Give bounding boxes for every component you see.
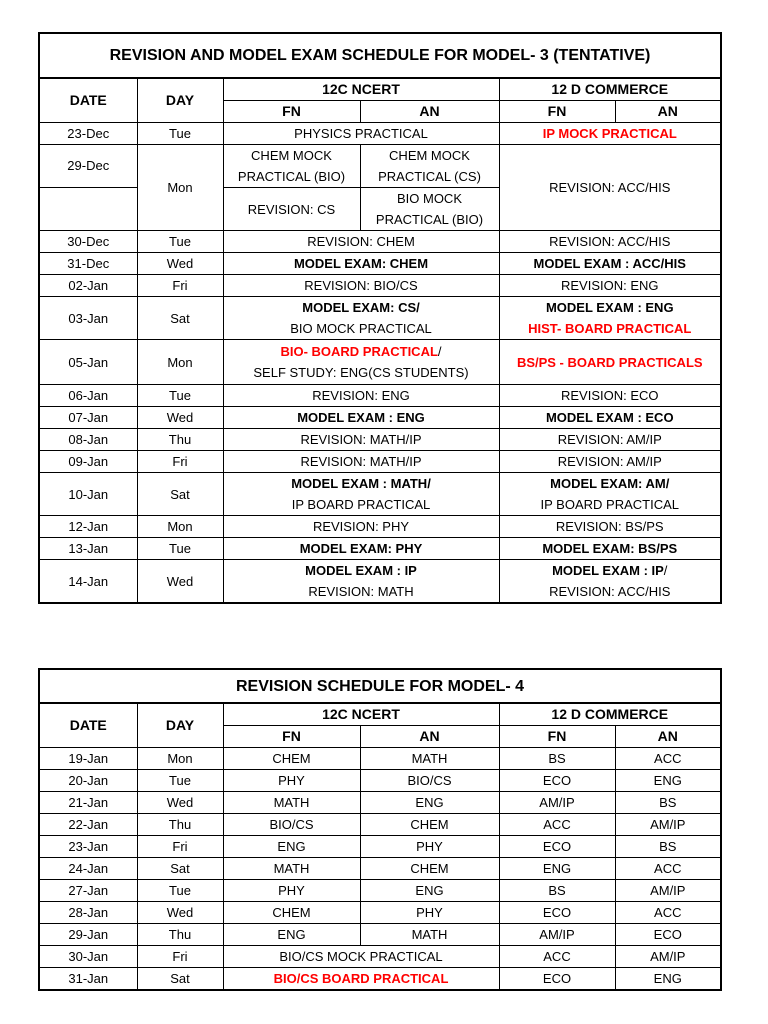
commerce-an-cell: AM/IP <box>615 880 721 902</box>
cell-line: REVISION: ACC/HIS <box>549 584 671 599</box>
ncert-fn-cell: BIO/CS <box>223 814 360 836</box>
table-row <box>39 748 721 770</box>
cell-line: HIST- BOARD PRACTICAL <box>528 321 692 336</box>
ncert-cell: REVISION: MATH/IP <box>223 451 499 473</box>
date-cell: 20-Jan <box>39 770 137 792</box>
cell-line: REVISION: MATH <box>308 584 414 599</box>
ncert-fn-cell: PHY <box>223 770 360 792</box>
ncert-cell: MODEL EXAM: PHY <box>223 538 499 560</box>
commerce-cell: REVISION: AM/IP <box>499 451 721 473</box>
table-row <box>39 880 721 902</box>
cell-line: MODEL EXAM : MATH/ <box>291 476 431 491</box>
table-row <box>39 407 721 429</box>
ncert-cell <box>223 560 499 604</box>
date-cell: 23-Jan <box>39 836 137 858</box>
table-row <box>39 858 721 880</box>
commerce-fn-cell: ECO <box>499 770 615 792</box>
day-cell: Sat <box>137 473 223 516</box>
date-cell: 06-Jan <box>39 385 137 407</box>
day-cell: Fri <box>137 451 223 473</box>
header-an: AN <box>360 101 499 123</box>
commerce-cell: IP MOCK PRACTICAL <box>499 123 721 145</box>
table-row <box>39 340 721 385</box>
commerce-cell: REVISION: ENG <box>499 275 721 297</box>
date-cell: 23-Dec <box>39 123 137 145</box>
table-row <box>39 231 721 253</box>
cell-line: PRACTICAL (BIO) <box>237 169 346 184</box>
ncert-cell: REVISION: BIO/CS <box>223 275 499 297</box>
slash-text: / <box>437 344 442 359</box>
cell-line: SELF STUDY: ENG(CS STUDENTS) <box>253 365 469 380</box>
ncert-fn-cell: REVISION: CS <box>223 188 360 231</box>
ncert-fn-cell: MATH <box>223 858 360 880</box>
commerce-an-cell: BS <box>615 836 721 858</box>
date-cell-empty <box>39 188 137 231</box>
model3-schedule-table <box>38 32 722 604</box>
cell-line: MODEL EXAM : IP <box>305 563 417 578</box>
ncert-cell <box>223 340 499 385</box>
commerce-cell: REVISION: AM/IP <box>499 429 721 451</box>
ncert-an-cell: MATH <box>360 924 499 946</box>
ncert-an-cell: PHY <box>360 836 499 858</box>
commerce-fn-cell: AM/IP <box>499 792 615 814</box>
commerce-cell: REVISION: ACC/HIS <box>499 145 721 231</box>
day-cell: Mon <box>137 340 223 385</box>
cell-line: PRACTICAL (BIO) <box>375 212 484 227</box>
commerce-fn-cell: AM/IP <box>499 924 615 946</box>
table-row <box>39 516 721 538</box>
ncert-an-cell: ENG <box>360 792 499 814</box>
commerce-fn-cell: ACC <box>499 946 615 968</box>
ncert-fn-cell: PHY <box>223 880 360 902</box>
day-cell: Fri <box>137 275 223 297</box>
day-cell: Tue <box>137 770 223 792</box>
header-12c-ncert: 12C NCERT <box>223 703 499 726</box>
header-date: DATE <box>39 78 137 123</box>
cell-line: CHEM MOCK <box>389 148 470 163</box>
table-row <box>39 473 721 516</box>
date-cell: 30-Jan <box>39 946 137 968</box>
table-row <box>39 429 721 451</box>
cell-line: MODEL EXAM : ENG <box>545 300 674 315</box>
date-cell: 03-Jan <box>39 297 137 340</box>
table-row <box>39 451 721 473</box>
date-cell: 27-Jan <box>39 880 137 902</box>
commerce-fn-cell: ENG <box>499 858 615 880</box>
day-cell: Fri <box>137 946 223 968</box>
ncert-an-cell: CHEM <box>360 858 499 880</box>
day-cell: Wed <box>137 253 223 275</box>
commerce-an-cell: BS <box>615 792 721 814</box>
commerce-cell: REVISION: ECO <box>499 385 721 407</box>
cell-line: MODEL EXAM: AM/ <box>550 476 670 491</box>
ncert-an-cell: PHY <box>360 902 499 924</box>
day-cell: Mon <box>137 748 223 770</box>
date-cell: 28-Jan <box>39 902 137 924</box>
date-cell: 07-Jan <box>39 407 137 429</box>
ncert-cell: BIO/CS MOCK PRACTICAL <box>223 946 499 968</box>
commerce-cell <box>499 297 721 340</box>
table-row <box>39 968 721 991</box>
commerce-cell: MODEL EXAM: BS/PS <box>499 538 721 560</box>
cell-line: PRACTICAL (CS) <box>378 169 481 184</box>
date-cell: 19-Jan <box>39 748 137 770</box>
table-row <box>39 385 721 407</box>
cell-line: BIO MOCK <box>396 191 462 206</box>
commerce-an-cell: ACC <box>615 902 721 924</box>
slash-text: / <box>663 563 668 578</box>
day-cell: Wed <box>137 902 223 924</box>
ncert-fn-cell: ENG <box>223 836 360 858</box>
cell-line <box>502 560 719 581</box>
ncert-fn-cell: ENG <box>223 924 360 946</box>
day-cell: Sat <box>137 858 223 880</box>
ncert-cell: MODEL EXAM: CHEM <box>223 253 499 275</box>
ncert-cell: REVISION: ENG <box>223 385 499 407</box>
table-row <box>39 902 721 924</box>
header-fn: FN <box>499 101 615 123</box>
ncert-an-cell: MATH <box>360 748 499 770</box>
ncert-cell: REVISION: PHY <box>223 516 499 538</box>
table-row <box>39 297 721 340</box>
table-title: REVISION AND MODEL EXAM SCHEDULE FOR MODEL- 3 (TENTATIVE) <box>39 33 721 78</box>
header-an: AN <box>615 726 721 748</box>
ncert-an-cell: CHEM <box>360 814 499 836</box>
header-12d-commerce: 12 D COMMERCE <box>499 703 721 726</box>
table-row <box>39 770 721 792</box>
day-cell: Thu <box>137 429 223 451</box>
red-text: BIO- BOARD PRACTICAL <box>280 344 438 359</box>
cell-line <box>226 341 497 362</box>
commerce-cell: REVISION: BS/PS <box>499 516 721 538</box>
header-an: AN <box>360 726 499 748</box>
commerce-cell: MODEL EXAM : ACC/HIS <box>499 253 721 275</box>
ncert-cell: MODEL EXAM : ENG <box>223 407 499 429</box>
header-12c-ncert: 12C NCERT <box>223 78 499 101</box>
day-cell: Tue <box>137 880 223 902</box>
day-cell: Wed <box>137 792 223 814</box>
commerce-an-cell: ACC <box>615 858 721 880</box>
model4-schedule-table <box>38 668 722 991</box>
table-row <box>39 946 721 968</box>
ncert-cell: PHYSICS PRACTICAL <box>223 123 499 145</box>
table-row <box>39 560 721 604</box>
date-cell: 29-Jan <box>39 924 137 946</box>
commerce-an-cell: AM/IP <box>615 946 721 968</box>
day-cell: Thu <box>137 814 223 836</box>
date-cell: 02-Jan <box>39 275 137 297</box>
date-cell: 12-Jan <box>39 516 137 538</box>
date-cell: 14-Jan <box>39 560 137 604</box>
cell-line: BIO MOCK PRACTICAL <box>290 321 432 336</box>
date-cell: 30-Dec <box>39 231 137 253</box>
ncert-cell: REVISION: CHEM <box>223 231 499 253</box>
commerce-an-cell: ECO <box>615 924 721 946</box>
commerce-an-cell: ACC <box>615 748 721 770</box>
commerce-an-cell: ENG <box>615 770 721 792</box>
table-row <box>39 538 721 560</box>
date-cell: 31-Dec <box>39 253 137 275</box>
cell-line: CHEM MOCK <box>251 148 332 163</box>
commerce-cell: MODEL EXAM : ECO <box>499 407 721 429</box>
day-cell: Tue <box>137 231 223 253</box>
commerce-cell: BS/PS - BOARD PRACTICALS <box>499 340 721 385</box>
day-cell: Tue <box>137 385 223 407</box>
commerce-fn-cell: ECO <box>499 968 615 991</box>
date-cell: 05-Jan <box>39 340 137 385</box>
day-cell: Tue <box>137 538 223 560</box>
table-row <box>39 253 721 275</box>
table-row <box>39 123 721 145</box>
commerce-cell <box>499 560 721 604</box>
day-cell: Thu <box>137 924 223 946</box>
date-cell: 21-Jan <box>39 792 137 814</box>
header-fn: FN <box>223 101 360 123</box>
table-row <box>39 145 721 188</box>
table-row <box>39 814 721 836</box>
commerce-fn-cell: ACC <box>499 814 615 836</box>
table-row <box>39 924 721 946</box>
commerce-fn-cell: ECO <box>499 902 615 924</box>
ncert-fn-cell: CHEM <box>223 748 360 770</box>
commerce-cell: REVISION: ACC/HIS <box>499 231 721 253</box>
date-cell: 31-Jan <box>39 968 137 991</box>
ncert-an-cell: ENG <box>360 880 499 902</box>
day-cell: Fri <box>137 836 223 858</box>
cell-line: IP BOARD PRACTICAL <box>540 497 679 512</box>
commerce-fn-cell: BS <box>499 748 615 770</box>
date-cell: 08-Jan <box>39 429 137 451</box>
ncert-cell <box>223 297 499 340</box>
date-cell: 22-Jan <box>39 814 137 836</box>
table-row <box>39 792 721 814</box>
ncert-an-cell <box>360 188 499 231</box>
day-cell: Tue <box>137 123 223 145</box>
date-cell: 10-Jan <box>39 473 137 516</box>
commerce-an-cell: ENG <box>615 968 721 991</box>
day-cell: Mon <box>137 145 223 231</box>
day-cell: Wed <box>137 560 223 604</box>
ncert-fn-cell <box>223 145 360 188</box>
header-an: AN <box>615 101 721 123</box>
header-date: DATE <box>39 703 137 748</box>
ncert-an-cell <box>360 145 499 188</box>
date-cell: 09-Jan <box>39 451 137 473</box>
header-day: DAY <box>137 703 223 748</box>
commerce-fn-cell: ECO <box>499 836 615 858</box>
ncert-an-cell: BIO/CS <box>360 770 499 792</box>
commerce-an-cell: AM/IP <box>615 814 721 836</box>
date-cell: 24-Jan <box>39 858 137 880</box>
day-cell: Mon <box>137 516 223 538</box>
header-day: DAY <box>137 78 223 123</box>
date-cell: 13-Jan <box>39 538 137 560</box>
header-fn: FN <box>499 726 615 748</box>
date-cell: 29-Dec <box>39 145 137 188</box>
commerce-cell <box>499 473 721 516</box>
ncert-fn-cell: CHEM <box>223 902 360 924</box>
header-12d-commerce: 12 D COMMERCE <box>499 78 721 101</box>
ncert-cell: REVISION: MATH/IP <box>223 429 499 451</box>
cell-line: MODEL EXAM: CS/ <box>302 300 420 315</box>
header-fn: FN <box>223 726 360 748</box>
table-row <box>39 836 721 858</box>
table-title: REVISION SCHEDULE FOR MODEL- 4 <box>39 669 721 703</box>
ncert-cell <box>223 473 499 516</box>
day-cell: Sat <box>137 297 223 340</box>
ncert-fn-cell: MATH <box>223 792 360 814</box>
ncert-cell: BIO/CS BOARD PRACTICAL <box>223 968 499 991</box>
day-cell: Wed <box>137 407 223 429</box>
commerce-fn-cell: BS <box>499 880 615 902</box>
table-row <box>39 275 721 297</box>
cell-line: IP BOARD PRACTICAL <box>291 497 431 512</box>
bold-text: MODEL EXAM : IP <box>552 563 664 578</box>
day-cell: Sat <box>137 968 223 991</box>
